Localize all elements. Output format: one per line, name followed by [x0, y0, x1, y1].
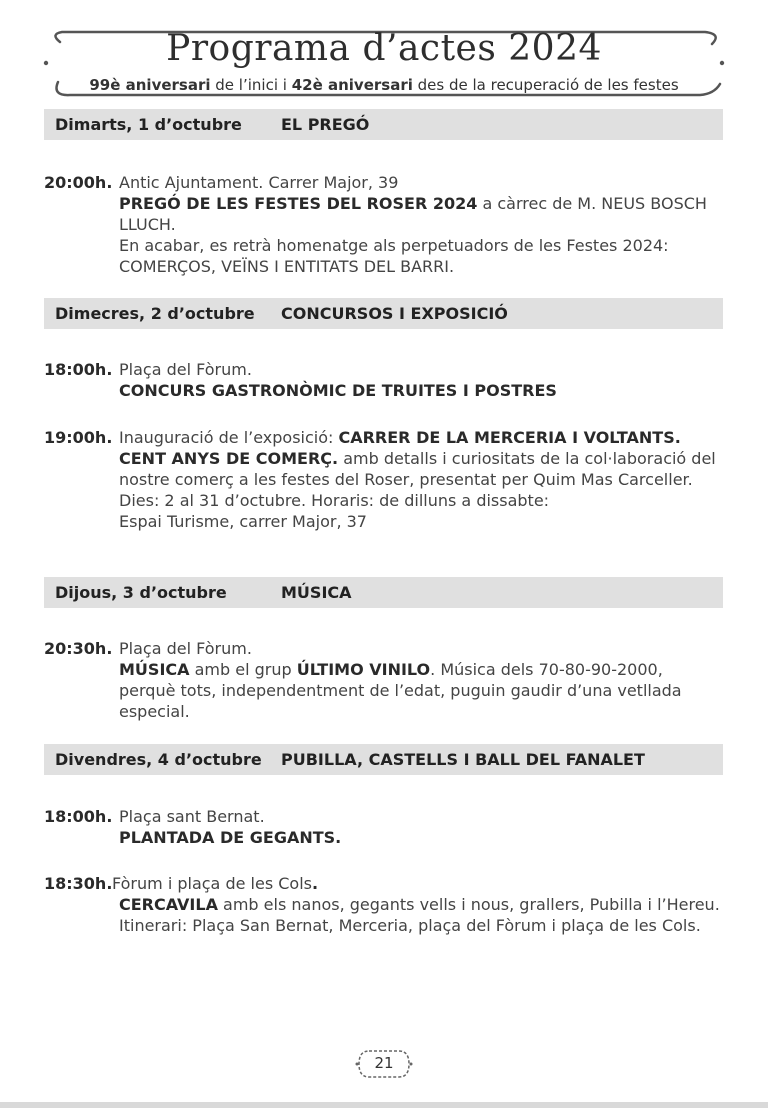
- event-place-title: CARRER DE LA MERCERIA I VOLTANTS.: [338, 428, 681, 447]
- event-time: 20:30h.: [44, 639, 113, 658]
- subtitle-text-2: des de la recuperació de les festes: [412, 76, 679, 94]
- event-title: CENT ANYS DE COMERÇ.: [119, 449, 339, 468]
- event-text: amb detalls i curiositats de la col·laboració del nostre comerç a les festes del Roser, presentat per Quim Mas Carceller.: [119, 449, 716, 489]
- event-time: 18:30h.: [44, 874, 113, 893]
- day-header-3: [44, 577, 723, 608]
- event-title: CONCURS GASTRONÒMIC DE TRUITES I POSTRES: [119, 381, 557, 400]
- event-body: [119, 806, 724, 848]
- event-body: [119, 427, 724, 532]
- event-body: [119, 172, 724, 277]
- bottom-edge: [0, 1102, 768, 1108]
- event-route: Itinerari: Plaça San Bernat, Merceria, plaça del Fòrum i plaça de les Cols.: [119, 916, 701, 935]
- event-time: 19:00h.: [44, 428, 113, 447]
- day-header-4: [44, 744, 723, 775]
- subtitle-text-1: de l’inici i: [210, 76, 292, 94]
- day-topic: EL PREGÓ: [281, 115, 370, 134]
- event-entry: [44, 359, 724, 401]
- event-place-period: .: [311, 874, 319, 893]
- band-name: ÚLTIMO VINILO: [296, 660, 431, 679]
- event-place: Antic Ajuntament. Carrer Major, 39: [119, 173, 399, 192]
- event-place: [119, 427, 724, 448]
- event-text: amb els nanos, gegants vells i nous, grallers, Pubilla i l’Hereu.: [217, 895, 720, 914]
- event-place-line: [112, 873, 724, 894]
- event-text: a càrrec de M. NEUS BOSCH LLUCH.: [119, 194, 707, 234]
- day-topic: CONCURSOS I EXPOSICIÓ: [281, 304, 508, 323]
- event-body: [119, 359, 724, 401]
- event-description: [119, 894, 724, 915]
- event-entry: [44, 638, 724, 722]
- page-number-text: 21: [374, 1054, 394, 1072]
- event-location: Espai Turisme, carrer Major, 37: [119, 512, 367, 531]
- subtitle-anniversary-1: 99è aniversari: [89, 76, 211, 94]
- page-title: Programa d’actes 2024: [166, 28, 602, 69]
- event-title: CERCAVILA: [119, 895, 218, 914]
- event-entry: [44, 427, 724, 532]
- day-topic: PUBILLA, CASTELLS I BALL DEL FANALET: [281, 750, 645, 769]
- event-body: [119, 638, 724, 722]
- day-date: Dimecres, 2 d’octubre: [55, 304, 255, 323]
- subtitle-anniversary-2: 42è aniversari: [291, 76, 413, 94]
- event-dates: Dies: 2 al 31 d’octubre. Horaris: de dilluns a dissabte:: [119, 491, 550, 510]
- event-place-text: Inauguració de l’exposició:: [119, 428, 339, 447]
- event-place: Plaça del Fòrum.: [119, 639, 252, 658]
- day-date: Dijous, 3 d’octubre: [55, 583, 227, 602]
- day-header-1: [44, 109, 723, 140]
- day-date: Dimarts, 1 d’octubre: [55, 115, 242, 134]
- event-text-2: . Música dels 70-80-90-2000, perquè tots, independentment de l’edat, puguin gaudir d’una vetllada especial.: [119, 660, 682, 721]
- event-note: En acabar, es retrà homenatge als perpetuadors de les Festes 2024: COMERÇOS, VEÏNS I ENTITATS DEL BARRI.: [119, 236, 669, 276]
- page-subtitle: [40, 75, 728, 95]
- event-body: [119, 894, 724, 936]
- event-place: Plaça sant Bernat.: [119, 807, 265, 826]
- event-time: 18:00h.: [44, 807, 113, 826]
- day-header-2: [44, 298, 723, 329]
- event-text: amb el grup: [189, 660, 297, 679]
- event-title: PLANTADA DE GEGANTS.: [119, 828, 342, 847]
- event-description: [119, 659, 724, 722]
- event-time: 20:00h.: [44, 173, 113, 192]
- event-entry: [44, 806, 724, 848]
- event-entry: [44, 873, 724, 936]
- day-date: Divendres, 4 d’octubre: [55, 750, 262, 769]
- event-title: MÚSICA: [119, 660, 190, 679]
- event-description: [119, 448, 724, 490]
- event-time: 18:00h.: [44, 360, 113, 379]
- page-number: [355, 1047, 413, 1081]
- day-topic: MÚSICA: [281, 583, 352, 602]
- event-entry: [44, 172, 724, 277]
- event-description: [119, 193, 724, 235]
- event-place: Fòrum i plaça de les Cols: [112, 874, 312, 893]
- event-place: Plaça del Fòrum.: [119, 360, 252, 379]
- event-title: PREGÓ DE LES FESTES DEL ROSER 2024: [119, 194, 478, 213]
